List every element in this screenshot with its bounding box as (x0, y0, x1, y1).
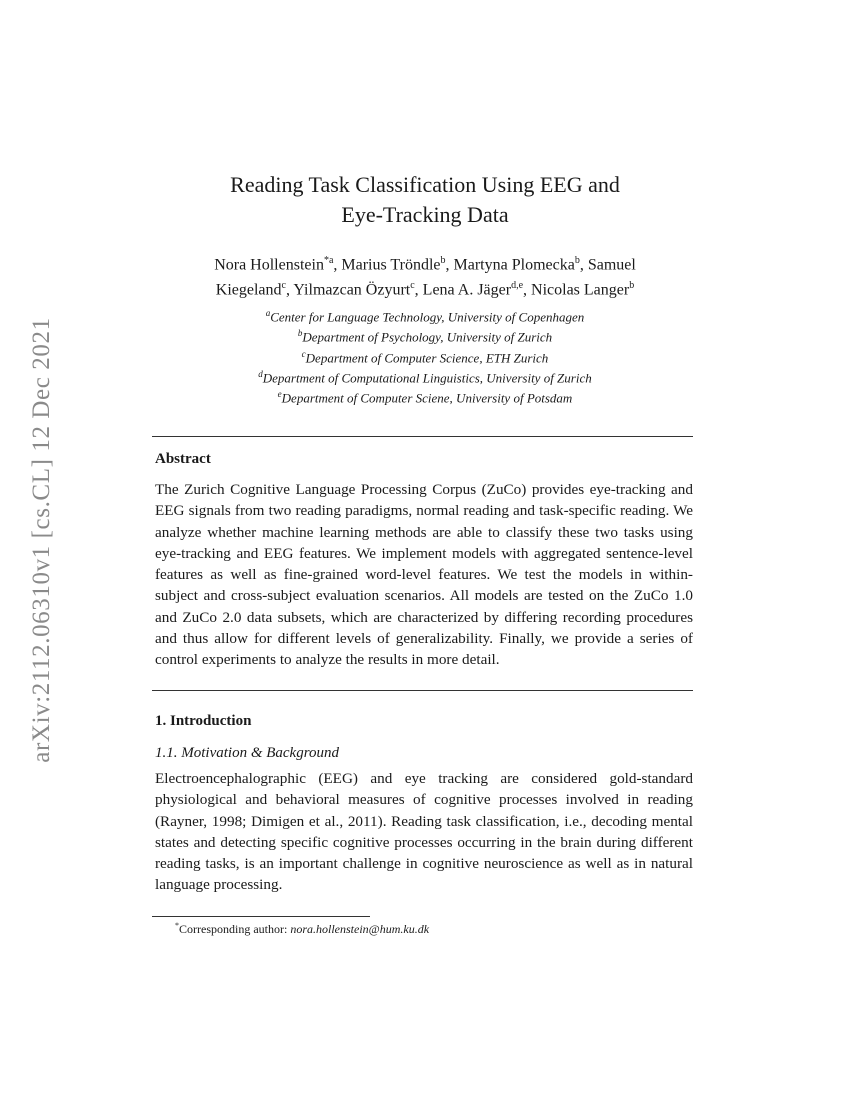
corresponding-author-email[interactable]: nora.hollenstein@hum.ku.dk (290, 922, 430, 936)
title-line-1: Reading Task Classification Using EEG and (230, 172, 620, 197)
author-line-1: Nora Hollenstein$^{*a}$, Marius Tröndle$^b$, Martyna Plomecka$^b$, Samuel (214, 255, 636, 274)
abstract-bottom-rule (152, 690, 693, 691)
author-affiliation-marker: *a (323, 255, 334, 266)
author-affiliation-marker: b (574, 255, 580, 266)
author-name: Yilmazcan Özyurt (293, 281, 411, 299)
affiliation-list (155, 305, 695, 407)
author-name: Nora Hollenstein (214, 256, 324, 274)
affiliation-item: $^c$Department of Computer Science, ETH Zurich (301, 348, 549, 365)
author-list (155, 250, 695, 301)
section-heading-introduction: 1. Introduction (155, 713, 252, 729)
introduction-paragraph: Electroencephalographic (EEG) and eye tracking are considered gold-standard physiological and behavioral measures of cognitive processes involved in reading (Rayner, 1998; Dimigen et al., 2011). Reading task classification, i.e., decoding mental states and detecting specific cognitive processes occurring in the brain during different reading tasks, is an important challenge in cognitive neuroscience as well as in natural language processing. (155, 770, 693, 894)
affiliation-item: $^a$Center for Language Technology, University of Copenhagen (265, 308, 585, 325)
author-affiliation-marker: c (281, 280, 286, 292)
author-name: Nicolas Langer (531, 281, 630, 299)
affiliation-item: $^d$Department of Computational Linguistics, University of Zurich (258, 368, 592, 386)
paper-title (155, 170, 695, 230)
author-name: Martyna Plomecka (453, 256, 575, 274)
author-first-name: Samuel (587, 256, 636, 274)
footnote-rule (152, 916, 370, 917)
subsection-heading-motivation: 1.1. Motivation & Background (155, 745, 339, 761)
affiliation-item: $^e$Department of Computer Sciene, University of Potsdam (277, 389, 573, 406)
author-name: Marius Tröndle (341, 256, 441, 274)
affiliation-item: $^b$Department of Psychology, University of Zurich (297, 328, 553, 345)
author-line-2: Kiegeland$^c$, Yilmazcan Özyurt$^c$, Lena A. Jäger$^{d,e}$, Nicolas Langer$^b$ (215, 280, 635, 299)
abstract-text: The Zurich Cognitive Language Processing Corpus (ZuCo) provides eye-tracking and EEG signals from two reading paradigms, normal reading and task-specific reading. We analyze whether machine learning methods are able to classify these two tasks using eye-tracking and EEG features. We implement models with aggregated sentence-level features as well as fine-grained word-level features. We test the models in within-subject and cross-subject evaluation scenarios. All models are tested on the ZuCo 1.0 and ZuCo 2.0 data subsets, which are characterized by differing recording procedures and thus allow for different levels of generalizability. Finally, we provide a series of control experiments to analyze the results in more detail. (155, 481, 693, 669)
abstract-heading: Abstract (155, 451, 211, 467)
footnote-label: Corresponding author: (179, 922, 291, 936)
abstract-top-rule (152, 436, 693, 437)
arxiv-identifier-stamp: arXiv:2112.06310v1 [cs.CL] 12 Dec 2021 (28, 317, 55, 763)
title-line-2: Eye-Tracking Data (341, 202, 509, 227)
author-last-name: Kiegeland (215, 281, 282, 299)
footnote (175, 921, 429, 937)
author-affiliation-marker: b (440, 255, 446, 266)
author-name: Lena A. Jäger (422, 281, 512, 299)
author-affiliation-marker: c (410, 280, 415, 292)
author-affiliation-marker: d,e (511, 280, 524, 292)
author-affiliation-marker: b (629, 280, 635, 292)
footnote-marker: * (175, 921, 179, 930)
